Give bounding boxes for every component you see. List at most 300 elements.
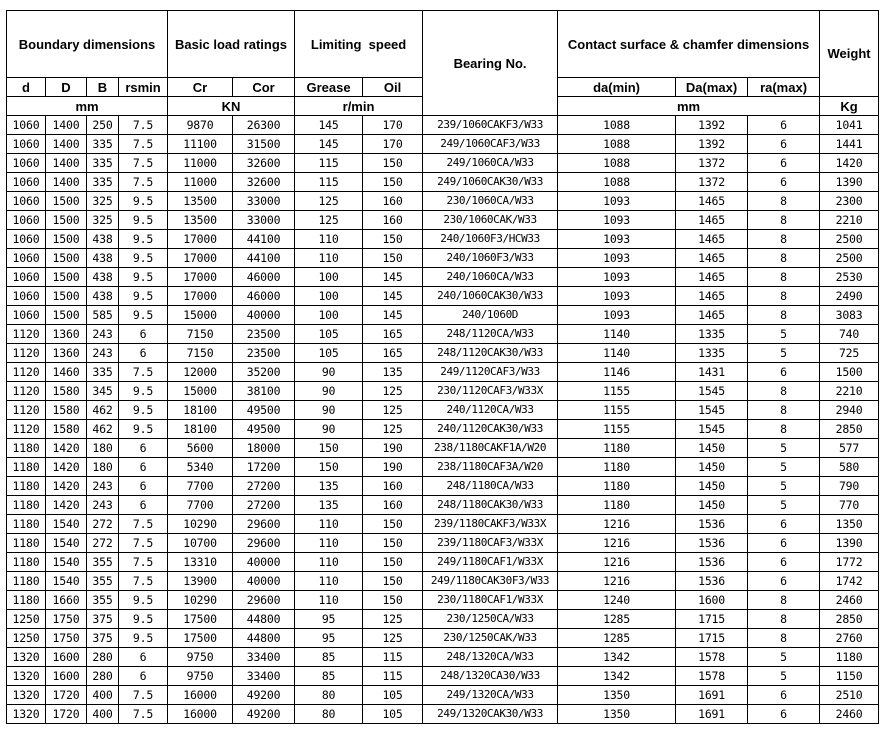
cell-D: 1720 <box>46 705 87 724</box>
cell-grease: 90 <box>295 382 363 401</box>
cell-grease: 90 <box>295 420 363 439</box>
table-row <box>7 287 879 306</box>
cell-d: 1180 <box>7 439 46 458</box>
cell-grease: 90 <box>295 401 363 420</box>
cell-bearing-no: 240/1060CAK30/W33 <box>423 287 558 306</box>
cell-oil: 125 <box>363 382 423 401</box>
cell-Da-max: 1536 <box>676 553 748 572</box>
cell-B: 325 <box>87 192 119 211</box>
cell-cr: 17000 <box>168 268 233 287</box>
cell-Da-max: 1335 <box>676 344 748 363</box>
cell-cr: 17000 <box>168 230 233 249</box>
col-header-grease: Grease <box>295 78 363 97</box>
cell-D: 1500 <box>46 268 87 287</box>
cell-rsmin: 7.5 <box>119 705 168 724</box>
cell-B: 180 <box>87 458 119 477</box>
cell-bearing-no: 248/1180CAK30/W33 <box>423 496 558 515</box>
col-header-Da-max: Da(max) <box>676 78 748 97</box>
cell-bearing-no: 239/1180CAKF3/W33X <box>423 515 558 534</box>
cell-d: 1180 <box>7 553 46 572</box>
cell-rsmin: 9.5 <box>119 629 168 648</box>
table-row <box>7 515 879 534</box>
cell-ra-max: 6 <box>748 116 820 135</box>
cell-bearing-no: 238/1180CAKF1A/W20 <box>423 439 558 458</box>
cell-d: 1060 <box>7 116 46 135</box>
cell-cor: 40000 <box>233 306 295 325</box>
cell-cor: 38100 <box>233 382 295 401</box>
cell-Da-max: 1578 <box>676 667 748 686</box>
cell-da-min: 1093 <box>558 249 676 268</box>
cell-rsmin: 9.5 <box>119 287 168 306</box>
table-row <box>7 401 879 420</box>
cell-da-min: 1146 <box>558 363 676 382</box>
cell-Da-max: 1536 <box>676 534 748 553</box>
cell-ra-max: 6 <box>748 572 820 591</box>
cell-bearing-no: 249/1320CAK30/W33 <box>423 705 558 724</box>
cell-D: 1540 <box>46 534 87 553</box>
cell-oil: 170 <box>363 135 423 154</box>
cell-grease: 110 <box>295 230 363 249</box>
cell-grease: 115 <box>295 173 363 192</box>
cell-cr: 18100 <box>168 420 233 439</box>
cell-weight: 1420 <box>820 154 879 173</box>
cell-D: 1660 <box>46 591 87 610</box>
cell-Da-max: 1715 <box>676 629 748 648</box>
cell-B: 272 <box>87 515 119 534</box>
table-row <box>7 534 879 553</box>
cell-oil: 165 <box>363 325 423 344</box>
cell-D: 1500 <box>46 287 87 306</box>
cell-d: 1060 <box>7 306 46 325</box>
cell-B: 243 <box>87 325 119 344</box>
cell-grease: 110 <box>295 572 363 591</box>
cell-cor: 23500 <box>233 344 295 363</box>
table-row <box>7 249 879 268</box>
cell-cr: 16000 <box>168 686 233 705</box>
cell-cor: 49200 <box>233 686 295 705</box>
cell-B: 355 <box>87 591 119 610</box>
cell-B: 438 <box>87 268 119 287</box>
cell-weight: 2500 <box>820 230 879 249</box>
cell-d: 1060 <box>7 230 46 249</box>
cell-d: 1180 <box>7 591 46 610</box>
cell-grease: 90 <box>295 363 363 382</box>
cell-bearing-no: 240/1060F3/HCW33 <box>423 230 558 249</box>
cell-weight: 1180 <box>820 648 879 667</box>
table-row <box>7 572 879 591</box>
header-boundary-dimensions: Boundary dimensions <box>7 11 168 78</box>
cell-cr: 5340 <box>168 458 233 477</box>
cell-da-min: 1140 <box>558 325 676 344</box>
cell-oil: 160 <box>363 477 423 496</box>
cell-B: 335 <box>87 363 119 382</box>
cell-rsmin: 6 <box>119 439 168 458</box>
cell-cor: 31500 <box>233 135 295 154</box>
header-weight: Weight <box>820 11 879 97</box>
cell-Da-max: 1372 <box>676 173 748 192</box>
cell-cor: 32600 <box>233 154 295 173</box>
cell-B: 438 <box>87 249 119 268</box>
cell-grease: 110 <box>295 515 363 534</box>
cell-ra-max: 5 <box>748 439 820 458</box>
cell-da-min: 1180 <box>558 477 676 496</box>
cell-rsmin: 7.5 <box>119 135 168 154</box>
cell-grease: 85 <box>295 648 363 667</box>
cell-Da-max: 1372 <box>676 154 748 173</box>
cell-cor: 29600 <box>233 534 295 553</box>
unit-weight: Kg <box>820 97 879 116</box>
cell-B: 400 <box>87 705 119 724</box>
unit-contact: mm <box>558 97 820 116</box>
cell-da-min: 1155 <box>558 382 676 401</box>
cell-cor: 33000 <box>233 192 295 211</box>
cell-cor: 17200 <box>233 458 295 477</box>
cell-Da-max: 1715 <box>676 610 748 629</box>
cell-cr: 13500 <box>168 192 233 211</box>
col-header-rsmin: rsmin <box>119 78 168 97</box>
cell-bearing-no: 249/1060CA/W33 <box>423 154 558 173</box>
cell-B: 462 <box>87 420 119 439</box>
cell-Da-max: 1465 <box>676 306 748 325</box>
cell-da-min: 1240 <box>558 591 676 610</box>
col-header-cor: Cor <box>233 78 295 97</box>
cell-B: 438 <box>87 287 119 306</box>
cell-grease: 85 <box>295 667 363 686</box>
cell-oil: 160 <box>363 192 423 211</box>
cell-grease: 105 <box>295 325 363 344</box>
cell-weight: 770 <box>820 496 879 515</box>
cell-B: 243 <box>87 496 119 515</box>
cell-weight: 2210 <box>820 211 879 230</box>
cell-rsmin: 9.5 <box>119 382 168 401</box>
cell-ra-max: 5 <box>748 344 820 363</box>
cell-cor: 44100 <box>233 249 295 268</box>
cell-weight: 2210 <box>820 382 879 401</box>
cell-D: 1600 <box>46 648 87 667</box>
cell-bearing-no: 249/1060CAF3/W33 <box>423 135 558 154</box>
cell-ra-max: 8 <box>748 401 820 420</box>
header-limiting-speed: Limiting speed <box>295 11 423 78</box>
cell-grease: 80 <box>295 686 363 705</box>
cell-d: 1060 <box>7 211 46 230</box>
cell-d: 1250 <box>7 610 46 629</box>
cell-D: 1460 <box>46 363 87 382</box>
cell-da-min: 1140 <box>558 344 676 363</box>
cell-da-min: 1350 <box>558 705 676 724</box>
cell-cor: 23500 <box>233 325 295 344</box>
cell-bearing-no: 230/1250CA/W33 <box>423 610 558 629</box>
cell-bearing-no: 240/1120CA/W33 <box>423 401 558 420</box>
cell-rsmin: 9.5 <box>119 192 168 211</box>
cell-ra-max: 6 <box>748 705 820 724</box>
cell-ra-max: 6 <box>748 534 820 553</box>
cell-oil: 125 <box>363 401 423 420</box>
cell-ra-max: 8 <box>748 420 820 439</box>
col-header-ra-max: ra(max) <box>748 78 820 97</box>
cell-ra-max: 8 <box>748 249 820 268</box>
cell-rsmin: 9.5 <box>119 230 168 249</box>
cell-grease: 100 <box>295 268 363 287</box>
cell-rsmin: 7.5 <box>119 173 168 192</box>
cell-weight: 1350 <box>820 515 879 534</box>
cell-Da-max: 1545 <box>676 420 748 439</box>
cell-B: 438 <box>87 230 119 249</box>
cell-Da-max: 1536 <box>676 572 748 591</box>
header-contact-surface: Contact surface & chamfer dimensions <box>558 11 820 78</box>
cell-da-min: 1088 <box>558 116 676 135</box>
cell-ra-max: 8 <box>748 192 820 211</box>
cell-grease: 110 <box>295 553 363 572</box>
table-body <box>7 116 879 724</box>
cell-bearing-no: 248/1320CA30/W33 <box>423 667 558 686</box>
cell-rsmin: 7.5 <box>119 553 168 572</box>
cell-oil: 160 <box>363 496 423 515</box>
cell-B: 180 <box>87 439 119 458</box>
cell-d: 1320 <box>7 705 46 724</box>
cell-oil: 105 <box>363 686 423 705</box>
cell-ra-max: 8 <box>748 306 820 325</box>
cell-grease: 110 <box>295 534 363 553</box>
table-row <box>7 154 879 173</box>
cell-da-min: 1093 <box>558 211 676 230</box>
table-row <box>7 306 879 325</box>
cell-ra-max: 5 <box>748 496 820 515</box>
cell-cor: 33400 <box>233 648 295 667</box>
cell-d: 1120 <box>7 420 46 439</box>
cell-da-min: 1180 <box>558 439 676 458</box>
cell-bearing-no: 249/1060CAK30/W33 <box>423 173 558 192</box>
table-row <box>7 439 879 458</box>
cell-da-min: 1155 <box>558 420 676 439</box>
cell-oil: 190 <box>363 439 423 458</box>
cell-bearing-no: 240/1060F3/W33 <box>423 249 558 268</box>
cell-bearing-no: 230/1250CAK/W33 <box>423 629 558 648</box>
cell-D: 1540 <box>46 572 87 591</box>
cell-Da-max: 1431 <box>676 363 748 382</box>
table-row <box>7 477 879 496</box>
cell-cr: 17500 <box>168 610 233 629</box>
col-header-da-min: da(min) <box>558 78 676 97</box>
cell-weight: 577 <box>820 439 879 458</box>
cell-B: 375 <box>87 629 119 648</box>
cell-da-min: 1216 <box>558 515 676 534</box>
cell-oil: 125 <box>363 610 423 629</box>
cell-rsmin: 6 <box>119 477 168 496</box>
cell-ra-max: 6 <box>748 154 820 173</box>
cell-d: 1180 <box>7 458 46 477</box>
table-row <box>7 553 879 572</box>
table-row <box>7 420 879 439</box>
cell-d: 1060 <box>7 173 46 192</box>
cell-cr: 9750 <box>168 648 233 667</box>
cell-Da-max: 1450 <box>676 439 748 458</box>
cell-Da-max: 1578 <box>676 648 748 667</box>
cell-D: 1400 <box>46 135 87 154</box>
cell-grease: 150 <box>295 458 363 477</box>
cell-D: 1720 <box>46 686 87 705</box>
cell-B: 272 <box>87 534 119 553</box>
cell-D: 1420 <box>46 477 87 496</box>
cell-D: 1580 <box>46 420 87 439</box>
cell-grease: 110 <box>295 591 363 610</box>
cell-cr: 7150 <box>168 344 233 363</box>
cell-cor: 29600 <box>233 515 295 534</box>
table-row <box>7 135 879 154</box>
cell-oil: 115 <box>363 667 423 686</box>
cell-D: 1600 <box>46 667 87 686</box>
cell-da-min: 1093 <box>558 268 676 287</box>
cell-cor: 40000 <box>233 553 295 572</box>
cell-da-min: 1093 <box>558 192 676 211</box>
table-row <box>7 230 879 249</box>
cell-cor: 46000 <box>233 287 295 306</box>
cell-ra-max: 8 <box>748 230 820 249</box>
cell-da-min: 1216 <box>558 534 676 553</box>
cell-da-min: 1180 <box>558 458 676 477</box>
cell-rsmin: 7.5 <box>119 515 168 534</box>
cell-cr: 7700 <box>168 477 233 496</box>
cell-d: 1120 <box>7 325 46 344</box>
cell-weight: 2850 <box>820 610 879 629</box>
table-row <box>7 116 879 135</box>
cell-grease: 95 <box>295 610 363 629</box>
cell-D: 1420 <box>46 496 87 515</box>
cell-cr: 5600 <box>168 439 233 458</box>
col-header-cr: Cr <box>168 78 233 97</box>
cell-B: 355 <box>87 572 119 591</box>
cell-D: 1500 <box>46 249 87 268</box>
cell-bearing-no: 230/1120CAF3/W33X <box>423 382 558 401</box>
cell-oil: 150 <box>363 534 423 553</box>
cell-d: 1120 <box>7 363 46 382</box>
cell-d: 1320 <box>7 667 46 686</box>
cell-Da-max: 1536 <box>676 515 748 534</box>
cell-rsmin: 9.5 <box>119 249 168 268</box>
cell-oil: 150 <box>363 230 423 249</box>
cell-rsmin: 9.5 <box>119 591 168 610</box>
cell-B: 280 <box>87 648 119 667</box>
cell-rsmin: 7.5 <box>119 686 168 705</box>
cell-cr: 11000 <box>168 173 233 192</box>
cell-cr: 7150 <box>168 325 233 344</box>
cell-B: 585 <box>87 306 119 325</box>
cell-grease: 135 <box>295 496 363 515</box>
cell-rsmin: 9.5 <box>119 306 168 325</box>
col-header-D: D <box>46 78 87 97</box>
cell-ra-max: 5 <box>748 648 820 667</box>
table-row <box>7 325 879 344</box>
cell-cr: 17000 <box>168 287 233 306</box>
cell-ra-max: 6 <box>748 686 820 705</box>
cell-Da-max: 1392 <box>676 116 748 135</box>
cell-weight: 1150 <box>820 667 879 686</box>
cell-d: 1060 <box>7 287 46 306</box>
cell-D: 1360 <box>46 344 87 363</box>
cell-cor: 44100 <box>233 230 295 249</box>
cell-ra-max: 6 <box>748 135 820 154</box>
cell-bearing-no: 248/1120CA/W33 <box>423 325 558 344</box>
cell-d: 1320 <box>7 686 46 705</box>
cell-D: 1540 <box>46 515 87 534</box>
cell-ra-max: 8 <box>748 610 820 629</box>
cell-oil: 125 <box>363 420 423 439</box>
cell-oil: 125 <box>363 629 423 648</box>
cell-oil: 150 <box>363 572 423 591</box>
cell-Da-max: 1691 <box>676 686 748 705</box>
cell-oil: 115 <box>363 648 423 667</box>
cell-Da-max: 1465 <box>676 287 748 306</box>
cell-d: 1120 <box>7 401 46 420</box>
table-row <box>7 667 879 686</box>
cell-weight: 740 <box>820 325 879 344</box>
table-row <box>7 382 879 401</box>
cell-B: 250 <box>87 116 119 135</box>
cell-da-min: 1155 <box>558 401 676 420</box>
cell-rsmin: 7.5 <box>119 363 168 382</box>
cell-d: 1120 <box>7 382 46 401</box>
cell-bearing-no: 249/1320CA/W33 <box>423 686 558 705</box>
cell-D: 1400 <box>46 154 87 173</box>
cell-cor: 32600 <box>233 173 295 192</box>
cell-grease: 110 <box>295 249 363 268</box>
cell-cr: 11000 <box>168 154 233 173</box>
table-row <box>7 192 879 211</box>
cell-oil: 150 <box>363 173 423 192</box>
cell-rsmin: 9.5 <box>119 268 168 287</box>
cell-grease: 115 <box>295 154 363 173</box>
cell-cr: 18100 <box>168 401 233 420</box>
cell-grease: 100 <box>295 306 363 325</box>
cell-weight: 1772 <box>820 553 879 572</box>
cell-Da-max: 1465 <box>676 249 748 268</box>
cell-weight: 790 <box>820 477 879 496</box>
col-header-d: d <box>7 78 46 97</box>
cell-d: 1250 <box>7 629 46 648</box>
cell-weight: 1742 <box>820 572 879 591</box>
cell-d: 1180 <box>7 534 46 553</box>
cell-da-min: 1285 <box>558 629 676 648</box>
cell-d: 1180 <box>7 496 46 515</box>
cell-oil: 145 <box>363 268 423 287</box>
unit-load: KN <box>168 97 295 116</box>
cell-da-min: 1088 <box>558 135 676 154</box>
cell-Da-max: 1465 <box>676 268 748 287</box>
cell-cr: 10290 <box>168 515 233 534</box>
cell-oil: 105 <box>363 705 423 724</box>
cell-ra-max: 5 <box>748 458 820 477</box>
cell-Da-max: 1691 <box>676 705 748 724</box>
cell-D: 1360 <box>46 325 87 344</box>
cell-oil: 150 <box>363 249 423 268</box>
cell-weight: 1390 <box>820 173 879 192</box>
cell-weight: 2510 <box>820 686 879 705</box>
cell-D: 1400 <box>46 173 87 192</box>
cell-B: 335 <box>87 154 119 173</box>
cell-Da-max: 1465 <box>676 192 748 211</box>
cell-B: 345 <box>87 382 119 401</box>
cell-d: 1060 <box>7 154 46 173</box>
cell-cor: 29600 <box>233 591 295 610</box>
unit-speed: r/min <box>295 97 423 116</box>
cell-rsmin: 9.5 <box>119 211 168 230</box>
cell-D: 1420 <box>46 458 87 477</box>
cell-cr: 13310 <box>168 553 233 572</box>
cell-weight: 725 <box>820 344 879 363</box>
cell-weight: 2500 <box>820 249 879 268</box>
unit-boundary: mm <box>7 97 168 116</box>
cell-rsmin: 6 <box>119 667 168 686</box>
cell-d: 1180 <box>7 572 46 591</box>
